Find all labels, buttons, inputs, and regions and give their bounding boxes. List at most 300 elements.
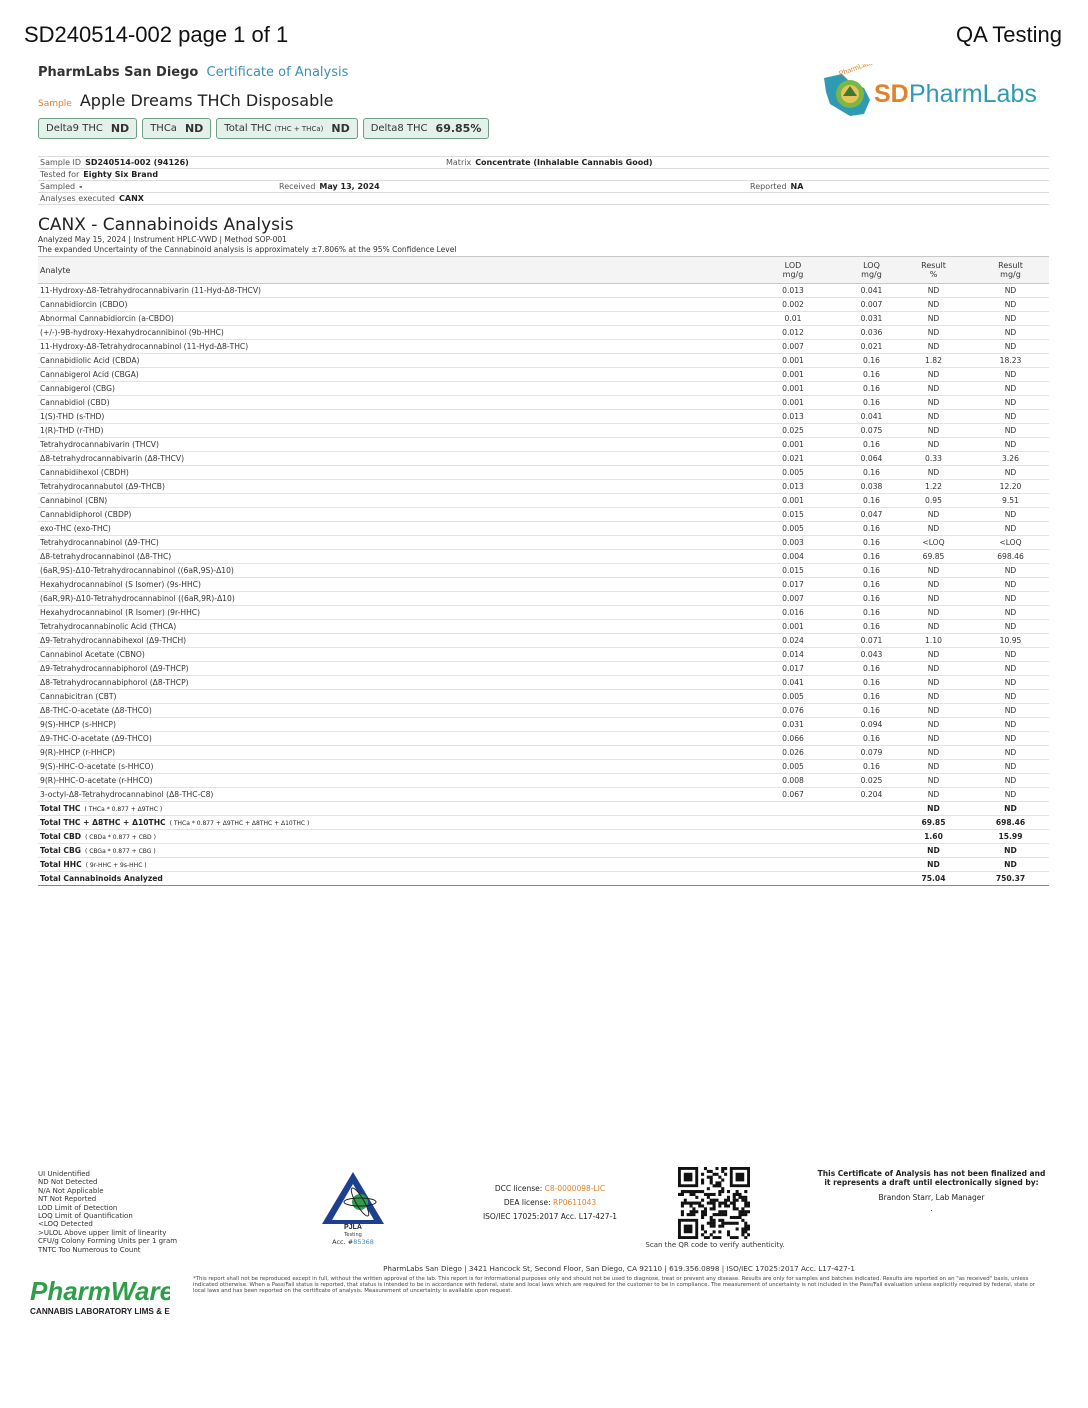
- received-value: May 13, 2024: [319, 182, 380, 191]
- total-pct: 69.85: [895, 816, 972, 830]
- loq-value: 0.047: [848, 508, 895, 522]
- analyte-name: 9(R)-HHC-O-acetate (r-HHCO): [38, 774, 738, 788]
- result-mg: ND: [972, 620, 1049, 634]
- table-row: [38, 424, 1049, 438]
- lod-value: 0.025: [738, 424, 848, 438]
- meta-row-id: [38, 156, 1049, 168]
- total-mg: ND: [972, 802, 1049, 816]
- meta-row-tested-for: [38, 168, 1049, 180]
- table-row: [38, 438, 1049, 452]
- sample-line: [38, 91, 334, 110]
- loq-value: 0.038: [848, 480, 895, 494]
- table-row: [38, 410, 1049, 424]
- total-formula: ( CBDa * 0.877 + CBD ): [85, 834, 156, 841]
- signer-name: Brandon Starr, Lab Manager: [878, 1193, 985, 1202]
- result-mg: ND: [972, 522, 1049, 536]
- sampled-value: -: [79, 182, 83, 191]
- loq-value: 0.16: [848, 578, 895, 592]
- pharmware-logo: [30, 1272, 170, 1320]
- total-label: Total HHC ( 9r-HHC + 9s-HHC ): [38, 858, 738, 872]
- results-body: [38, 284, 1049, 886]
- received-label: Received: [279, 182, 316, 191]
- pjla-accreditation-badge: [318, 1168, 388, 1246]
- analyte-name: (6aR,9S)-Δ10-Tetrahydrocannabinol ((6aR,9S)-Δ10): [38, 564, 738, 578]
- badge-label: THCa: [150, 123, 177, 134]
- lod-value: 0.005: [738, 522, 848, 536]
- total-formula: ( THCa * 0.877 + Δ9THC ): [84, 806, 163, 813]
- result-pct: ND: [895, 732, 972, 746]
- total-mg: 750.37: [972, 872, 1049, 886]
- pjla-acc: Acc. #85368: [332, 1238, 374, 1246]
- loq-value: 0.16: [848, 494, 895, 508]
- table-row: [38, 648, 1049, 662]
- legend-item: N/A Not Applicable: [38, 1186, 104, 1195]
- table-row: [38, 522, 1049, 536]
- loq-value: 0.041: [848, 284, 895, 298]
- badge-value: ND: [331, 122, 350, 135]
- loq-value: 0.16: [848, 606, 895, 620]
- analyte-name: Cannabidiphorol (CBDP): [38, 508, 738, 522]
- lab-name: PharmLabs San Diego: [38, 65, 199, 80]
- result-pct: ND: [895, 578, 972, 592]
- draft-notice: This Certificate of Analysis has not been finalized and it represents a draft until electronically signed by:: [817, 1169, 1046, 1187]
- total-row: [38, 858, 1049, 872]
- result-mg: ND: [972, 298, 1049, 312]
- analyte-name: Cannabidihexol (CBDH): [38, 466, 738, 480]
- analyte-name: Tetrahydrocannabinolic Acid (THCA): [38, 620, 738, 634]
- page-header-type: QA Testing: [956, 22, 1062, 47]
- svg-text:SD: SD: [874, 80, 909, 108]
- result-pct: ND: [895, 690, 972, 704]
- result-mg: ND: [972, 368, 1049, 382]
- result-pct: ND: [895, 760, 972, 774]
- legend-item: <LOQ Detected: [38, 1220, 93, 1229]
- page-header-id: SD240514-002 page 1 of 1: [24, 22, 289, 47]
- total-row: [38, 802, 1049, 816]
- total-label: Total CBG ( CBGa * 0.877 + CBG ): [38, 844, 738, 858]
- loq-value: 0.16: [848, 536, 895, 550]
- svg-text:PharmLabs: PharmLabs: [909, 80, 1037, 108]
- result-pct: ND: [895, 368, 972, 382]
- total-pct: ND: [895, 802, 972, 816]
- loq-value: 0.16: [848, 550, 895, 564]
- result-pct: ND: [895, 676, 972, 690]
- legend-item: LOQ Limit of Quantification: [38, 1212, 133, 1221]
- lod-value: 0.001: [738, 438, 848, 452]
- col-result-pct: Result %: [895, 257, 972, 284]
- total-mg: ND: [972, 858, 1049, 872]
- analyte-name: Cannabidiorcin (CBDO): [38, 298, 738, 312]
- result-mg: ND: [972, 704, 1049, 718]
- result-pct: ND: [895, 424, 972, 438]
- col-lod: LOD mg/g: [738, 257, 848, 284]
- iso-accreditation: ISO/IEC 17025:2017 Acc. L17-427-1: [482, 1212, 618, 1221]
- abbreviation-legend: [38, 1170, 177, 1254]
- result-pct: ND: [895, 438, 972, 452]
- analyte-name: Cannabidiolic Acid (CBDA): [38, 354, 738, 368]
- result-mg: ND: [972, 578, 1049, 592]
- result-mg: ND: [972, 606, 1049, 620]
- analyte-name: 9(S)-HHCP (s-HHCP): [38, 718, 738, 732]
- result-mg: ND: [972, 718, 1049, 732]
- meta-row-dates: [38, 180, 1049, 192]
- result-mg: 10.95: [972, 634, 1049, 648]
- result-pct: ND: [895, 382, 972, 396]
- result-pct: ND: [895, 298, 972, 312]
- sample-id-label: Sample ID: [40, 158, 82, 167]
- table-row: [38, 494, 1049, 508]
- total-row: [38, 844, 1049, 858]
- total-mg: 15.99: [972, 830, 1049, 844]
- loq-value: 0.16: [848, 396, 895, 410]
- lod-value: 0.017: [738, 662, 848, 676]
- result-pct: ND: [895, 704, 972, 718]
- lod-value: 0.007: [738, 340, 848, 354]
- result-mg: 9.51: [972, 494, 1049, 508]
- result-pct: ND: [895, 284, 972, 298]
- loq-value: 0.16: [848, 564, 895, 578]
- lod-value: 0.001: [738, 620, 848, 634]
- lod-value: 0.017: [738, 578, 848, 592]
- lod-value: 0.024: [738, 634, 848, 648]
- lod-value: 0.003: [738, 536, 848, 550]
- table-row: [38, 326, 1049, 340]
- loq-value: 0.043: [848, 648, 895, 662]
- analyte-name: 11-Hydroxy-Δ8-Tetrahydrocannabinol (11-Hyd-Δ8-THC): [38, 340, 738, 354]
- summary-badge: [142, 118, 211, 139]
- table-row: [38, 382, 1049, 396]
- loq-value: 0.16: [848, 662, 895, 676]
- summary-badge: [38, 118, 137, 139]
- result-mg: ND: [972, 340, 1049, 354]
- pjla-sub: Testing: [344, 1232, 362, 1238]
- loq-value: 0.16: [848, 676, 895, 690]
- loq-value: 0.031: [848, 312, 895, 326]
- loq-value: 0.064: [848, 452, 895, 466]
- total-pct: ND: [895, 858, 972, 872]
- result-pct: 1.22: [895, 480, 972, 494]
- analyte-name: Δ8-THC-O-acetate (Δ8-THCO): [38, 704, 738, 718]
- sample-name: Apple Dreams THCh Disposable: [79, 91, 334, 110]
- result-pct: ND: [895, 788, 972, 802]
- cannabinoid-results-table: [38, 256, 1049, 886]
- result-pct: ND: [895, 606, 972, 620]
- loq-value: 0.036: [848, 326, 895, 340]
- total-formula: ( THCa * 0.877 + Δ9THC + Δ8THC + Δ10THC ): [169, 820, 310, 827]
- table-row: [38, 592, 1049, 606]
- table-row: [38, 396, 1049, 410]
- loq-value: 0.16: [848, 732, 895, 746]
- analyte-name: exo-THC (exo-THC): [38, 522, 738, 536]
- result-mg: <LOQ: [972, 536, 1049, 550]
- result-pct: 1.82: [895, 354, 972, 368]
- lod-value: 0.002: [738, 298, 848, 312]
- loq-value: 0.204: [848, 788, 895, 802]
- lod-value: 0.012: [738, 326, 848, 340]
- result-mg: 12.20: [972, 480, 1049, 494]
- loq-value: 0.16: [848, 382, 895, 396]
- badge-sub: (THC + THCa): [274, 124, 324, 133]
- legend-item: UI Unidentified: [38, 1170, 90, 1178]
- analyte-name: 1(S)-THD (s-THD): [38, 410, 738, 424]
- result-mg: ND: [972, 732, 1049, 746]
- lab-address: PharmLabs San Diego | 3421 Hancock St, Second Floor, San Diego, CA 92110 | 619.356.0898 | ISO/IEC 17025:2017 Acc. L17-427-1: [383, 1264, 855, 1273]
- legend-item: LOD Limit of Detection: [38, 1203, 118, 1212]
- badge-value: 69.85%: [435, 122, 482, 135]
- lod-value: 0.001: [738, 494, 848, 508]
- total-mg: ND: [972, 844, 1049, 858]
- result-mg: ND: [972, 466, 1049, 480]
- lod-value: 0.026: [738, 746, 848, 760]
- lod-value: 0.008: [738, 774, 848, 788]
- result-pct: ND: [895, 620, 972, 634]
- result-pct: ND: [895, 522, 972, 536]
- result-pct: ND: [895, 592, 972, 606]
- lod-value: 0.007: [738, 592, 848, 606]
- table-row: [38, 284, 1049, 298]
- result-pct: ND: [895, 746, 972, 760]
- loq-value: 0.16: [848, 522, 895, 536]
- table-row: [38, 620, 1049, 634]
- reported-label: Reported: [750, 182, 787, 191]
- matrix-label: Matrix: [446, 158, 472, 167]
- analyte-name: Δ8-Tetrahydrocannabiphorol (Δ8-THCP): [38, 676, 738, 690]
- col-analyte: Analyte: [38, 257, 738, 284]
- result-pct: ND: [895, 718, 972, 732]
- loq-value: 0.16: [848, 704, 895, 718]
- badge-label: Total THC: [224, 123, 272, 134]
- analyte-name: Cannabicitran (CBT): [38, 690, 738, 704]
- table-row: [38, 718, 1049, 732]
- legend-item: NT Not Reported: [38, 1195, 97, 1204]
- result-mg: ND: [972, 382, 1049, 396]
- result-pct: 0.33: [895, 452, 972, 466]
- total-mg: 698.46: [972, 816, 1049, 830]
- analyte-name: 1(R)-THD (r-THD): [38, 424, 738, 438]
- analyte-name: Tetrahydrocannabinol (Δ9-THC): [38, 536, 738, 550]
- disclaimer: *This report shall not be reproduced except in full, without the written approval of the lab. This report is for informational purposes only and should not be used to diagnose, treat or prevent any disease. Results are only for samples and batches indicated. Results are reported on an "as received" basis, unless indicated otherwise. When a Pass/Fail status is reported, that status is intended to be in accordance with federal, state and local laws which are required for the customer to be in compliance. The measurement of uncertainty is not included in the Pass/Fail evaluation unless explicitly required by federal, state or local laws and has been reported on the certificate of analysis. Measurement of uncertainty is available upon request.: [193, 1276, 1036, 1294]
- total-pct: 75.04: [895, 872, 972, 886]
- analyses-label: Analyses executed: [40, 194, 115, 203]
- lod-value: 0.001: [738, 368, 848, 382]
- state-emblem-icon: [820, 64, 1050, 122]
- analyte-name: Tetrahydrocannabivarin (THCV): [38, 438, 738, 452]
- badge-label: Delta8 THC: [370, 123, 428, 134]
- result-pct: ND: [895, 326, 972, 340]
- dea-license: DEA license: RP0611043: [503, 1198, 597, 1207]
- table-row: [38, 354, 1049, 368]
- loq-value: 0.16: [848, 466, 895, 480]
- matrix-value: Concentrate (Inhalable Cannabis Good): [475, 158, 653, 167]
- tested-for-label: Tested for: [40, 170, 80, 179]
- loq-value: 0.025: [848, 774, 895, 788]
- result-pct: ND: [895, 396, 972, 410]
- result-pct: 0.95: [895, 494, 972, 508]
- lod-value: 0.004: [738, 550, 848, 564]
- loq-value: 0.071: [848, 634, 895, 648]
- result-mg: ND: [972, 424, 1049, 438]
- result-pct: ND: [895, 410, 972, 424]
- loq-value: 0.16: [848, 368, 895, 382]
- table-row: [38, 690, 1049, 704]
- analyte-name: Δ9-Tetrahydrocannabiphorol (Δ9-THCP): [38, 662, 738, 676]
- table-row: [38, 550, 1049, 564]
- col-result-mg: Result mg/g: [972, 257, 1049, 284]
- badge-label: Delta9 THC: [46, 123, 103, 134]
- result-mg: ND: [972, 410, 1049, 424]
- analyte-name: 3-octyl-Δ8-Tetrahydrocannabinol (Δ8-THC-C8): [38, 788, 738, 802]
- result-mg: ND: [972, 648, 1049, 662]
- total-pct: 1.60: [895, 830, 972, 844]
- result-mg: ND: [972, 564, 1049, 578]
- table-row: [38, 704, 1049, 718]
- result-mg: ND: [972, 788, 1049, 802]
- qr-caption: Scan the QR code to verify authenticity.: [645, 1241, 785, 1249]
- lod-value: 0.076: [738, 704, 848, 718]
- table-row: [38, 676, 1049, 690]
- tested-for-value: Eighty Six Brand: [83, 170, 159, 179]
- lod-value: 0.041: [738, 676, 848, 690]
- summary-badge: [216, 118, 357, 139]
- table-row: [38, 746, 1049, 760]
- pjla-logo-icon: [318, 1168, 388, 1230]
- lod-value: 0.021: [738, 452, 848, 466]
- loq-value: 0.041: [848, 410, 895, 424]
- result-pct: ND: [895, 564, 972, 578]
- svg-text:PharmLabs: PharmLabs: [838, 64, 875, 78]
- analyte-name: Cannabinol (CBN): [38, 494, 738, 508]
- total-formula: ( CBGa * 0.877 + CBG ): [84, 848, 156, 855]
- total-label: Total CBD ( CBDa * 0.877 + CBD ): [38, 830, 738, 844]
- table-row: [38, 452, 1049, 466]
- analysis-title: CANX - Cannabinoids Analysis: [38, 215, 294, 235]
- lod-value: 0.01: [738, 312, 848, 326]
- sample-metadata: [38, 156, 1049, 205]
- badge-value: ND: [184, 122, 204, 135]
- result-mg: ND: [972, 312, 1049, 326]
- lod-value: 0.005: [738, 760, 848, 774]
- result-mg: ND: [972, 676, 1049, 690]
- loq-value: 0.021: [848, 340, 895, 354]
- lod-value: 0.031: [738, 718, 848, 732]
- table-row: [38, 312, 1049, 326]
- analyte-name: Δ9-THC-O-acetate (Δ9-THCO): [38, 732, 738, 746]
- result-pct: ND: [895, 648, 972, 662]
- total-formula: ( 9r-HHC + 9s-HHC ): [85, 862, 147, 869]
- analysis-uncertainty: The expanded Uncertainty of the Cannabinoid analysis is approximately ±7.806% at the 95% Confidence Level: [38, 245, 457, 254]
- dcc-license: DCC license: C8-0000098-LIC: [494, 1184, 606, 1193]
- lod-value: 0.015: [738, 508, 848, 522]
- table-row: [38, 564, 1049, 578]
- sample-label: Sample: [38, 99, 72, 109]
- loq-value: 0.16: [848, 438, 895, 452]
- table-row: [38, 480, 1049, 494]
- verification-qr-code[interactable]: [678, 1167, 750, 1239]
- total-label: Total THC + Δ8THC + Δ10THC ( THCa * 0.877 + Δ9THC + Δ8THC + Δ10THC ): [38, 816, 738, 830]
- analyte-name: 9(R)-HHCP (r-HHCP): [38, 746, 738, 760]
- reported-value: NA: [790, 182, 804, 191]
- svg-text:CANNABIS LABORATORY LIMS & ELN: CANNABIS LABORATORY LIMS & ELN: [30, 1307, 170, 1316]
- lod-value: 0.001: [738, 354, 848, 368]
- result-pct: ND: [895, 662, 972, 676]
- result-mg: ND: [972, 662, 1049, 676]
- analyte-name: Cannabinol Acetate (CBNO): [38, 648, 738, 662]
- summary-badge: [363, 118, 490, 139]
- total-row: [38, 816, 1049, 830]
- table-row: [38, 606, 1049, 620]
- analyte-name: 9(S)-HHC-O-acetate (s-HHCO): [38, 760, 738, 774]
- analyte-name: (6aR,9R)-Δ10-Tetrahydrocannabinol ((6aR,9R)-Δ10): [38, 592, 738, 606]
- legend-item: ND Not Detected: [38, 1178, 98, 1187]
- svg-text:PJLA: PJLA: [344, 1224, 362, 1230]
- meta-row-analyses: [38, 192, 1049, 205]
- sampled-label: Sampled: [40, 182, 76, 191]
- analyte-name: Hexahydrocannabinol (R Isomer) (9r-HHC): [38, 606, 738, 620]
- table-row: [38, 466, 1049, 480]
- col-loq: LOQ mg/g: [848, 257, 895, 284]
- table-row: [38, 578, 1049, 592]
- legend-item: TNTC Too Numerous to Count: [38, 1245, 141, 1254]
- loq-value: 0.007: [848, 298, 895, 312]
- result-pct: ND: [895, 774, 972, 788]
- result-mg: ND: [972, 592, 1049, 606]
- lod-value: 0.016: [738, 606, 848, 620]
- table-row: [38, 788, 1049, 802]
- document-type: Certificate of Analysis: [206, 65, 349, 80]
- loq-value: 0.094: [848, 718, 895, 732]
- summary-badges: [38, 118, 489, 139]
- table-row: [38, 760, 1049, 774]
- lod-value: 0.005: [738, 690, 848, 704]
- loq-value: 0.075: [848, 424, 895, 438]
- loq-value: 0.16: [848, 354, 895, 368]
- legend-item: CFU/g Colony Forming Units per 1 gram: [38, 1237, 178, 1246]
- analyte-name: Δ8-tetrahydrocannabivarin (Δ8-THCV): [38, 452, 738, 466]
- table-row: [38, 340, 1049, 354]
- total-label: Total Cannabinoids Analyzed: [38, 872, 738, 886]
- lod-value: 0.014: [738, 648, 848, 662]
- result-mg: ND: [972, 508, 1049, 522]
- analyte-name: Tetrahydrocannabutol (Δ9-THCB): [38, 480, 738, 494]
- table-row: [38, 508, 1049, 522]
- lod-value: 0.013: [738, 480, 848, 494]
- table-header-row: [38, 257, 1049, 284]
- result-mg: ND: [972, 326, 1049, 340]
- analyte-name: Cannabidiol (CBD): [38, 396, 738, 410]
- analyte-name: Abnormal Cannabidiorcin (a-CBDO): [38, 312, 738, 326]
- analyte-name: Δ9-Tetrahydrocannabihexol (Δ9-THCH): [38, 634, 738, 648]
- lod-value: 0.067: [738, 788, 848, 802]
- result-mg: ND: [972, 438, 1049, 452]
- lod-value: 0.013: [738, 410, 848, 424]
- result-pct: ND: [895, 312, 972, 326]
- sdpharmlabs-logo: [820, 64, 1050, 122]
- loq-value: 0.16: [848, 592, 895, 606]
- signature-block: [815, 1169, 1048, 1213]
- total-pct: ND: [895, 844, 972, 858]
- result-mg: ND: [972, 690, 1049, 704]
- result-mg: ND: [972, 774, 1049, 788]
- result-mg: ND: [972, 284, 1049, 298]
- analysis-subtitle: Analyzed May 15, 2024 | Instrument HPLC-VWD | Method SOP-001: [38, 235, 287, 244]
- badge-value: ND: [110, 122, 130, 135]
- analyte-name: (+/-)-9B-hydroxy-Hexahydrocannibinol (9b-HHC): [38, 326, 738, 340]
- total-row: [38, 830, 1049, 844]
- lod-value: 0.001: [738, 396, 848, 410]
- analyte-name: Δ8-tetrahydrocannabinol (Δ8-THC): [38, 550, 738, 564]
- loq-value: 0.16: [848, 690, 895, 704]
- result-pct: <LOQ: [895, 536, 972, 550]
